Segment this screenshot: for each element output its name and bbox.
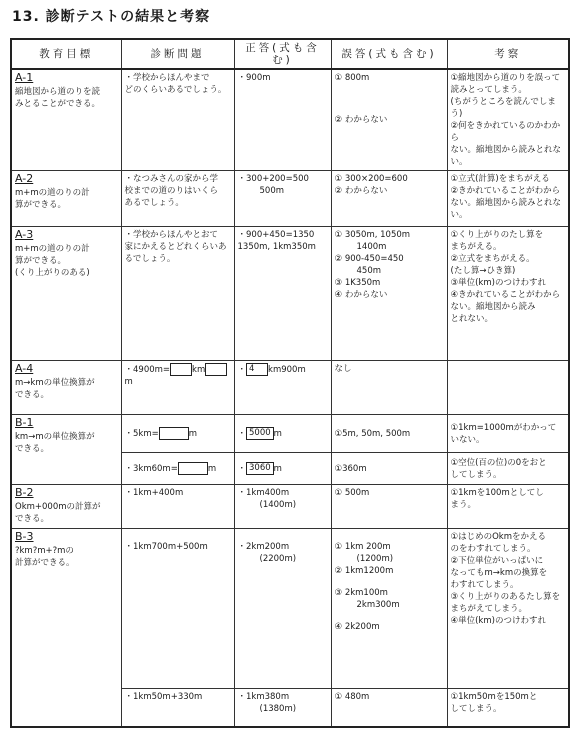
correct-text: ・1km380m (237, 692, 290, 702)
goal-text: ?km?m+?mの (15, 546, 74, 556)
goal-cell (11, 485, 121, 529)
header-row (11, 39, 569, 69)
correct-text: (1380m) (259, 704, 297, 714)
goal-cell (11, 171, 121, 227)
goal-cell (11, 361, 121, 415)
problem-text: ・1km700m+500m (124, 542, 208, 552)
goal-text: m→kmの単位換算が (15, 378, 95, 388)
wrong-text: ①5m, 50m, 500m (334, 428, 411, 439)
goal-text: Okm+000mの計算が (15, 502, 101, 512)
consider-text: ①1km50mを150mと (450, 692, 538, 702)
problem-text: m (207, 464, 217, 474)
wrong-text: ② 900-450=450 (334, 254, 404, 264)
wrong-text: 1400m (356, 242, 387, 252)
correct-cell (234, 361, 331, 415)
answer-box (159, 427, 189, 440)
wrong-text: ③ 1K350m (334, 278, 381, 288)
wrong-cell (331, 689, 447, 727)
consider-text: ①1kmを100mとしてし (450, 488, 544, 498)
consider-text: ない。縮地図から読みとれない。 (450, 145, 562, 167)
problem-text: ・なつみさんの家から学 (124, 174, 219, 184)
consider-text: ②きかれていることがわから (450, 186, 561, 196)
problem-text: ・5km= (124, 429, 159, 439)
consider-text: ④きかれていることがわから (450, 290, 561, 300)
correct-text: km900m (268, 365, 306, 375)
problem-text: m (124, 377, 133, 387)
table-row (11, 69, 569, 171)
consider-text: ない。縮地図から読みとれない。 (450, 198, 562, 220)
wrong-cell (331, 485, 447, 529)
correct-text: (1400m) (259, 500, 297, 510)
wrong-cell (331, 453, 447, 485)
consider-text: ②何をきかれているのかわから (450, 121, 561, 143)
consider-text: ①縮地図から道のりを誤って (450, 73, 561, 83)
problem-text: km (192, 365, 206, 375)
problem-text: ・学校からほんやまで (124, 73, 210, 83)
table-row (11, 171, 569, 227)
problem-cell (121, 689, 234, 727)
goal-code: B-2 (15, 486, 34, 499)
problem-text: ・4900m= (124, 365, 171, 375)
goal-cell (11, 227, 121, 361)
problem-cell (121, 361, 234, 415)
correct-cell (234, 689, 331, 727)
consider-text: 読みとってしまう。 (450, 85, 527, 95)
wrong-text: ② わからない (334, 115, 388, 125)
table-row (11, 485, 569, 529)
goal-text: みとることができる。 (15, 99, 101, 109)
problem-cell (121, 415, 234, 453)
goal-code: A-2 (15, 172, 34, 185)
correct-cell (234, 227, 331, 361)
goal-code: A-1 (15, 71, 34, 84)
goal-text: (くり上がりのある) (15, 268, 90, 278)
problem-text: 校までの道のりはいくら (124, 186, 219, 196)
goal-text: 計算ができる。 (15, 558, 75, 568)
goal-cell (11, 69, 121, 171)
answer-box (205, 363, 227, 376)
correct-text: ・ (237, 365, 247, 375)
goal-text: できる。 (15, 514, 50, 524)
wrong-text: ① 3050m, 1050m (334, 230, 411, 240)
wrong-text: ① 500m (334, 488, 370, 498)
wrong-text: ① 480m (334, 692, 370, 702)
problem-text: m (188, 429, 198, 439)
correct-text: ・1km400m (237, 488, 290, 498)
consider-text: (ちがうところを読んでしまう) (450, 97, 556, 119)
consider-text: わすれてしまう。 (450, 580, 519, 590)
goal-text: できる。 (15, 390, 50, 400)
header-goal: 教育目標 (11, 39, 121, 69)
wrong-text: なし (334, 364, 352, 374)
consider-text: (たし算→ひき算) (450, 266, 516, 276)
wrong-text: 450m (356, 266, 382, 276)
wrong-text: ② わからない (334, 186, 388, 196)
wrong-text: ④ わからない (334, 290, 388, 300)
correct-cell (234, 485, 331, 529)
results-table (10, 38, 570, 728)
consider-text: ④単位(km)のつけわすれ (450, 616, 546, 626)
correct-text: (2200m) (259, 554, 297, 564)
goal-text: m+mの道のりの計 (15, 188, 90, 198)
wrong-cell (331, 415, 447, 453)
consider-text: なってもm→kmの換算を (450, 568, 548, 578)
goal-text: 縮地図から道のりを読 (15, 87, 101, 97)
correct-text: m (273, 464, 282, 474)
wrong-cell (331, 529, 447, 689)
consider-text: ③単位(km)のつけわすれ (450, 278, 546, 288)
table-row (11, 529, 569, 689)
problem-cell (121, 529, 234, 689)
consider-text: ①はじめのOkmをかえる (450, 532, 547, 542)
consider-cell (447, 227, 569, 361)
table-row (11, 361, 569, 415)
correct-cell (234, 69, 331, 171)
consider-text: ②下位単位がいっぱいに (450, 556, 544, 566)
consider-text: まちがえてしまう。 (450, 604, 528, 614)
consider-cell (447, 689, 569, 727)
goal-text: m+mの道のりの計 (15, 244, 90, 254)
goal-cell (11, 529, 121, 727)
consider-text: まう。 (450, 500, 477, 510)
consider-text: ない。縮地図から読み (450, 302, 536, 312)
goal-text: 算ができる。 (15, 256, 67, 266)
consider-text: ①立式(計算)をまちがえる (450, 174, 550, 184)
consider-cell (447, 453, 569, 485)
problem-cell (121, 171, 234, 227)
answer-box: 3060 (246, 462, 274, 475)
correct-text: ・ (237, 464, 247, 474)
problem-text: ・3km60m= (124, 464, 178, 474)
problem-text: るでしょう。 (124, 254, 176, 264)
correct-text: ・ (237, 429, 247, 439)
table-row (11, 227, 569, 361)
problem-text: あるでしょう。 (124, 198, 184, 208)
problem-cell (121, 453, 234, 485)
header-correct: 正答(式も含む) (234, 39, 331, 69)
consider-text: いない。 (450, 434, 485, 445)
consider-text: とれない。 (450, 314, 494, 324)
answer-box (170, 363, 192, 376)
problem-text: ・1km50m+330m (124, 692, 203, 702)
table-row (11, 415, 569, 453)
correct-text: 1350m, 1km350m (237, 242, 316, 252)
wrong-text: ④ 2k200m (334, 622, 380, 632)
consider-cell (447, 485, 569, 529)
goal-text: km→mの単位換算が (15, 432, 95, 442)
header-wrong: 誤答(式も含む) (331, 39, 447, 69)
consider-text: ①1km=1000mがわかって (450, 422, 557, 433)
answer-box (178, 462, 208, 475)
problem-cell (121, 227, 234, 361)
consider-text: ③くり上がりのあるたし算を (450, 592, 561, 602)
correct-text: 500m (259, 186, 285, 196)
problem-text: 家にかえるとどれくらいあ (124, 242, 227, 252)
goal-text: 算ができる。 (15, 200, 67, 210)
consider-text: してしまう。 (450, 469, 502, 480)
header-problem: 診断問題 (121, 39, 234, 69)
wrong-text: 2km300m (356, 600, 400, 610)
correct-text: m (273, 429, 282, 439)
goal-code: B-1 (15, 416, 34, 429)
consider-text: ①空位(百の位)の0をおと (450, 457, 547, 468)
header-consider: 考察 (447, 39, 569, 69)
problem-text: ・1km+400m (124, 488, 184, 498)
correct-cell (234, 171, 331, 227)
consider-text: ②立式をまちがえる。 (450, 254, 535, 264)
answer-box: 4 (246, 363, 268, 376)
wrong-text: ① 300×200=600 (334, 174, 408, 184)
correct-cell (234, 529, 331, 689)
wrong-text: ①360m (334, 463, 367, 474)
correct-cell (234, 415, 331, 453)
problem-cell (121, 485, 234, 529)
consider-text: のをわすれてしまう。 (450, 544, 536, 554)
problem-text: どのくらいあるでしょう。 (124, 85, 227, 95)
correct-text: ・900m (237, 73, 271, 83)
goal-code: A-3 (15, 228, 34, 241)
consider-text: ①くり上がりのたし算を (450, 230, 544, 240)
problem-text: ・学校からほんやとおて (124, 230, 218, 240)
correct-text: ・300+200=500 (237, 174, 309, 184)
consider-text: まちがえる。 (450, 242, 502, 252)
answer-box: 5000 (246, 427, 274, 440)
goal-text: できる。 (15, 444, 50, 454)
wrong-text: ① 1km 200m (334, 542, 391, 552)
correct-text: ・900+450=1350 (237, 230, 315, 240)
wrong-text: ② 1km1200m (334, 566, 394, 576)
correct-cell (234, 453, 331, 485)
consider-cell (447, 529, 569, 689)
goal-code: A-4 (15, 362, 34, 375)
goal-cell (11, 415, 121, 485)
consider-cell (447, 69, 569, 171)
wrong-text: ① 800m (334, 73, 370, 83)
page-title: 13. 診断テストの結果と考察 (12, 9, 211, 25)
consider-cell (447, 171, 569, 227)
wrong-cell (331, 361, 447, 415)
wrong-cell (331, 227, 447, 361)
consider-cell (447, 361, 569, 415)
correct-text: ・2km200m (237, 542, 290, 552)
problem-cell (121, 69, 234, 171)
wrong-text: (1200m) (356, 554, 394, 564)
consider-text: してしまう。 (450, 704, 502, 714)
consider-cell (447, 415, 569, 453)
wrong-cell (331, 171, 447, 227)
wrong-text: ③ 2km100m (334, 588, 388, 598)
goal-code: B-3 (15, 530, 34, 543)
wrong-cell (331, 69, 447, 171)
